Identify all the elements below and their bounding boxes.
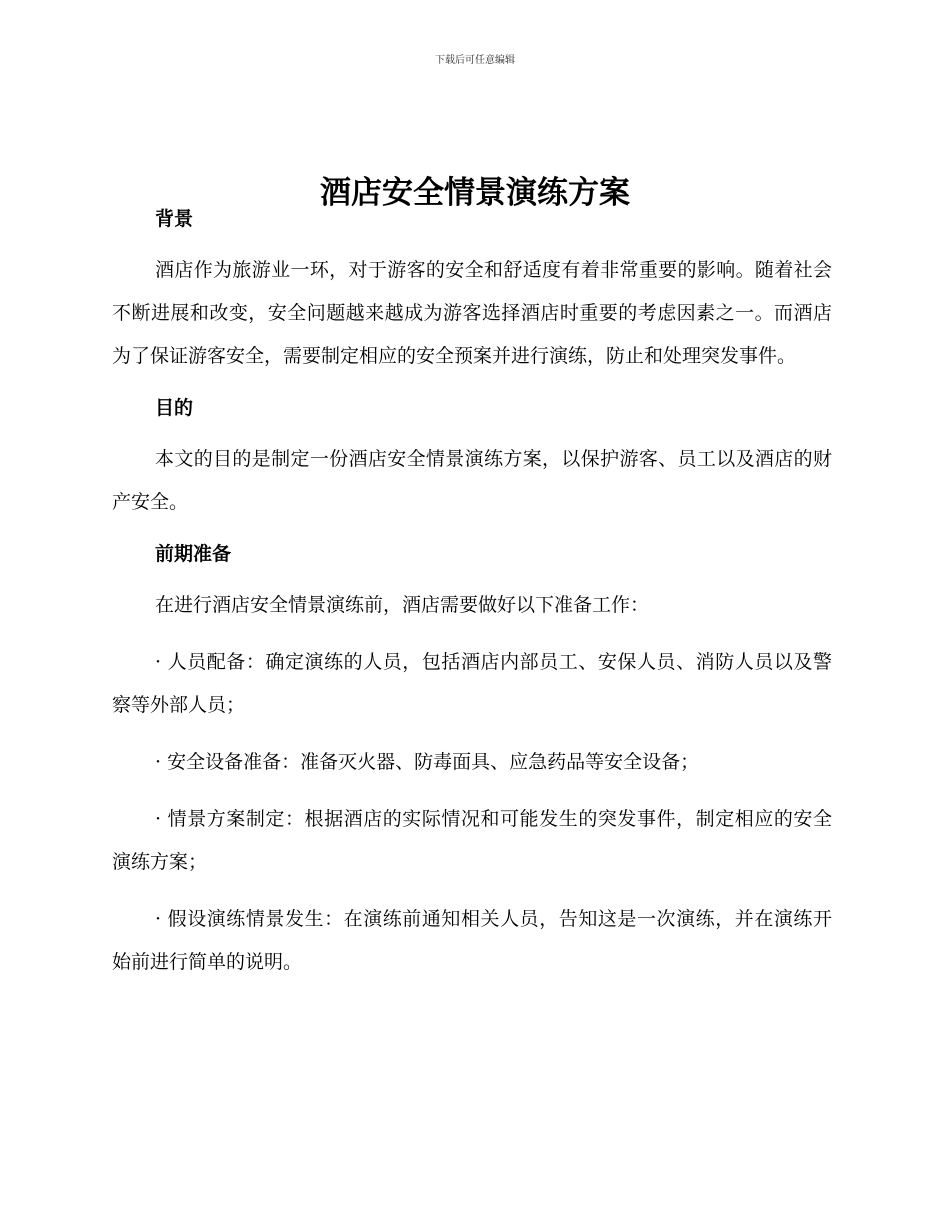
document-body [112,203,832,998]
paragraph: 本文的目的是制定一份酒店安全情景演练方案，以保护游客、员工以及酒店的财产安全。 [112,448,832,513]
list-item: · 假设演练情景发生：在演练前通知相关人员，告知这是一次演练，并在演练开始前进行简单的说明。 [112,908,832,973]
section-heading: 前期准备 [155,543,232,565]
section-heading: 目的 [155,397,194,419]
section-purpose [112,392,832,524]
section-background [112,203,832,378]
list-item: · 安全设备准备：准备灭火器、防毒面具、应急药品等安全设备； [155,751,700,773]
section-preparation [112,538,832,984]
list-item: · 人员配备：确定演练的人员，包括酒店内部员工、安保人员、消防人员以及警察等外部人员； [112,651,832,716]
paragraph: 酒店作为旅游业一环，对于游客的安全和舒适度有着非常重要的影响。随着社会不断进展和改变，安全问题越来越成为游客选择酒店时重要的考虑因素之一。而酒店为了保证游客安全，需要制定相应的安全预案并进行演练，防止和处理突发事件。 [112,259,832,367]
paragraph: 在进行酒店安全情景演练前，酒店需要做好以下准备工作： [155,594,650,616]
list-item: · 情景方案制定：根据酒店的实际情况和可能发生的突发事件，制定相应的安全演练方案； [112,808,832,873]
section-heading: 背景 [155,208,194,230]
header-note: 下载后可任意编辑 [435,55,515,66]
document-title: 酒店安全情景演练方案 [320,174,630,211]
